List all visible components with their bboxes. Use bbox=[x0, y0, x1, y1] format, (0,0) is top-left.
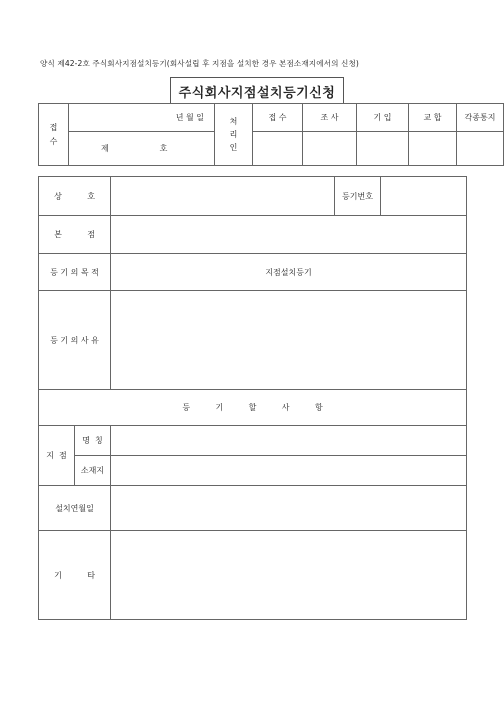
form-number: 양식 제42-2호 주식회사지점설치등기(회사설립 후 지점을 설치한 경우 본점소재지에서의 신청) bbox=[40, 59, 359, 68]
col-notice: 각종통지 bbox=[457, 104, 504, 132]
cell-entry[interactable] bbox=[357, 132, 409, 166]
purpose-label: 등 기 의 목 적 bbox=[39, 254, 111, 291]
form-title: 주식회사지점설치등기신청 bbox=[170, 77, 344, 104]
reg-number-label: 등기번호 bbox=[335, 177, 381, 216]
cell-check[interactable] bbox=[409, 132, 457, 166]
established-label: 설치연월일 bbox=[39, 486, 111, 531]
branch-name-field[interactable] bbox=[111, 426, 467, 456]
col-receipt: 접 수 bbox=[253, 104, 303, 132]
receipt-number-label: 제 호 bbox=[69, 132, 215, 166]
col-check: 교 합 bbox=[409, 104, 457, 132]
head-office-field[interactable] bbox=[111, 216, 467, 254]
receipt-date-label: 년 월 일 bbox=[69, 104, 215, 132]
cause-label: 등 기 의 사 유 bbox=[39, 291, 111, 390]
other-label: 기 타 bbox=[39, 531, 111, 620]
trade-name-label: 상 호 bbox=[39, 177, 111, 216]
application-table bbox=[38, 176, 467, 620]
branch-name-label: 명 칭 bbox=[75, 426, 111, 456]
receipt-table bbox=[38, 103, 504, 166]
branch-location-field[interactable] bbox=[111, 456, 467, 486]
head-office-label: 본 점 bbox=[39, 216, 111, 254]
cell-notice[interactable] bbox=[457, 132, 504, 166]
trade-name-field[interactable] bbox=[111, 177, 335, 216]
cell-receipt[interactable] bbox=[253, 132, 303, 166]
reg-number-field[interactable] bbox=[381, 177, 467, 216]
processor-label: 처 리 인 bbox=[215, 104, 253, 166]
branch-label: 지 점 bbox=[39, 426, 75, 486]
cause-field[interactable] bbox=[111, 291, 467, 390]
other-field[interactable] bbox=[111, 531, 467, 620]
established-field[interactable] bbox=[111, 486, 467, 531]
receipt-label: 접 수 bbox=[39, 104, 69, 166]
col-review: 조 사 bbox=[303, 104, 357, 132]
purpose-value: 지점설치등기 bbox=[111, 254, 467, 291]
cell-review[interactable] bbox=[303, 132, 357, 166]
items-header: 등 기 할 사 항 bbox=[39, 390, 467, 426]
branch-location-label: 소재지 bbox=[75, 456, 111, 486]
col-entry: 기 입 bbox=[357, 104, 409, 132]
